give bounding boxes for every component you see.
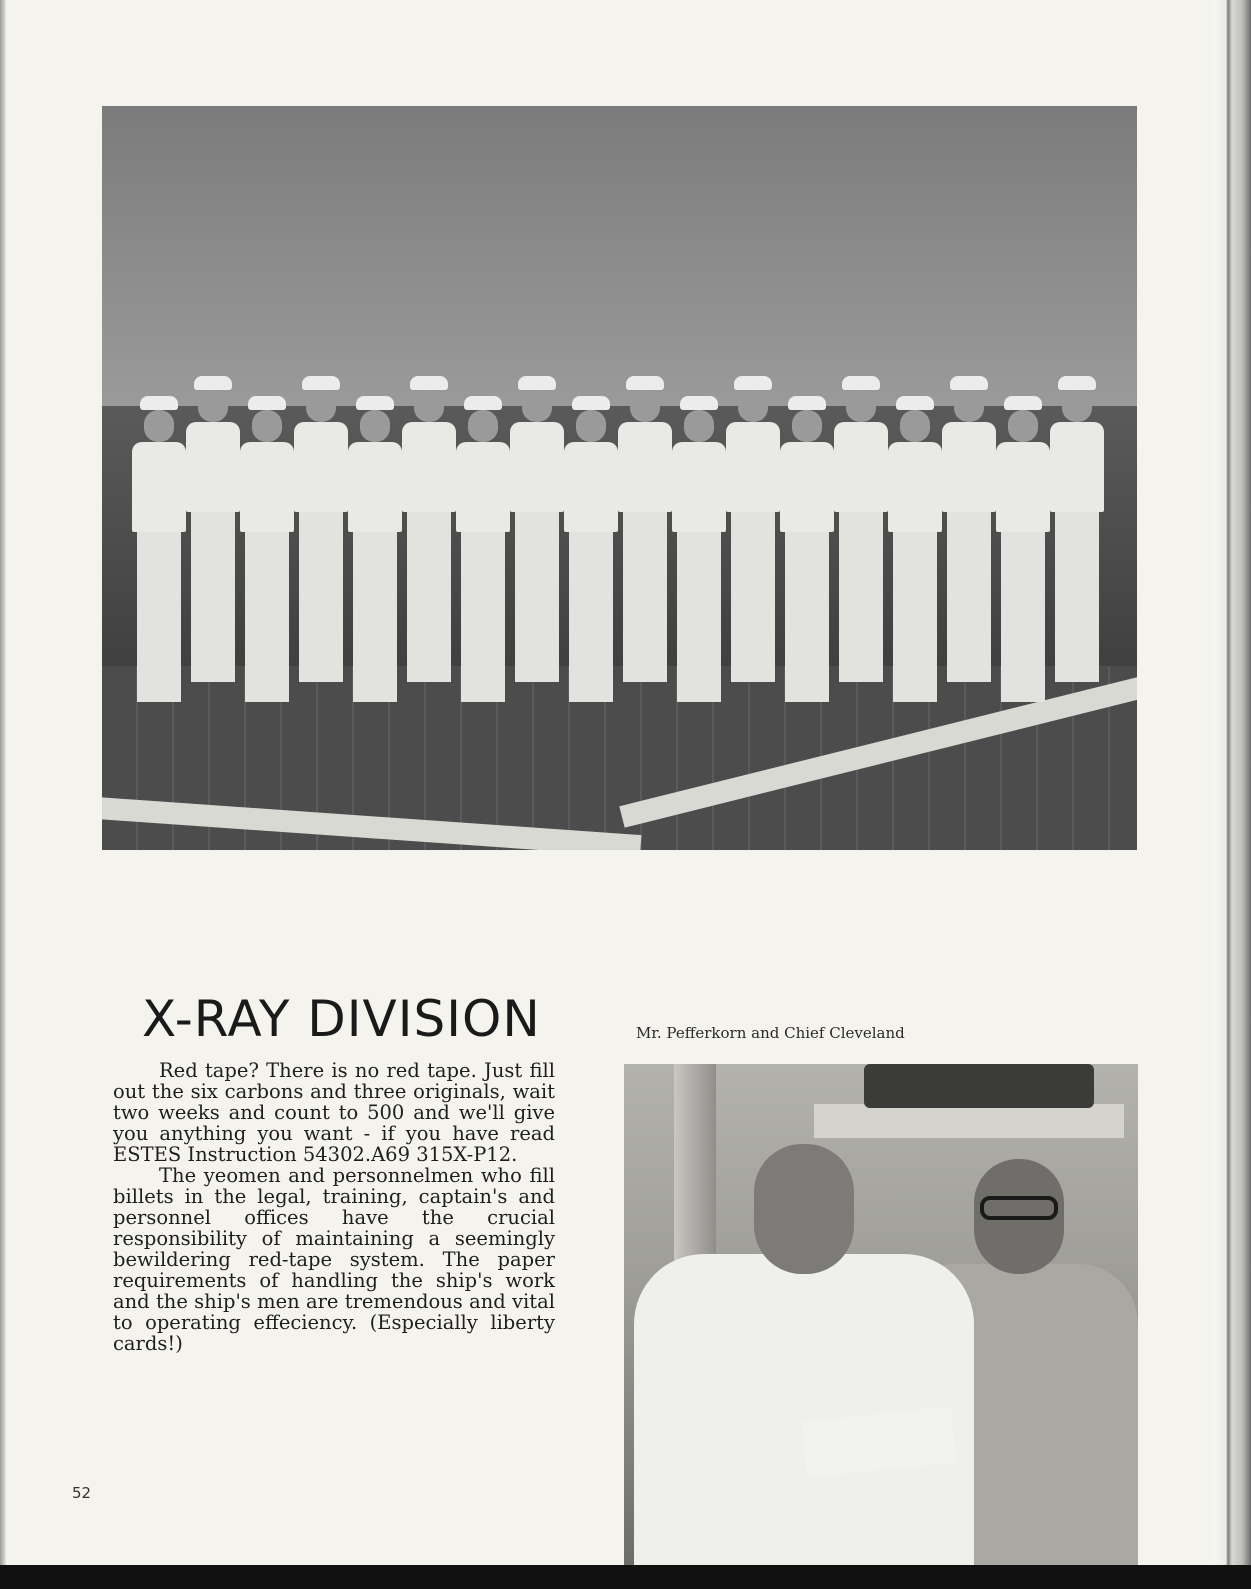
sailor-figure bbox=[726, 376, 780, 682]
sailor-figure bbox=[780, 396, 834, 702]
sailor-figure bbox=[1050, 376, 1104, 682]
sailor-figure bbox=[132, 396, 186, 702]
scan-left-edge bbox=[0, 0, 6, 1589]
sailor-figure bbox=[294, 376, 348, 682]
sailor-figure bbox=[564, 396, 618, 702]
sailor-figure bbox=[942, 376, 996, 682]
sailor-figure bbox=[456, 396, 510, 702]
article-body bbox=[113, 1060, 555, 1354]
sailor-figure bbox=[186, 376, 240, 682]
page-number: 52 bbox=[72, 1484, 92, 1502]
sailor-figure bbox=[618, 376, 672, 682]
scan-bottom-band bbox=[0, 1565, 1251, 1589]
sailor-figure bbox=[348, 396, 402, 702]
sailor-figure bbox=[240, 396, 294, 702]
glasses-icon bbox=[980, 1196, 1058, 1220]
page-title: X-RAY DIVISION bbox=[142, 990, 541, 1048]
article-paragraph: The yeomen and personnelmen who fill billets in the legal, training, captain's and personnel offices have the crucial responsibility of maintaining a seemingly bewildering red-tape system. The paper requirements of handling the ship's work and the ship's men are tremendous and vital to operating effeciency. (Especially liberty cards!) bbox=[113, 1164, 555, 1355]
sailor-figure bbox=[402, 376, 456, 682]
group-photo bbox=[102, 106, 1137, 850]
sailor-figure bbox=[510, 376, 564, 682]
photo-equipment-box bbox=[864, 1064, 1094, 1108]
sailor-figure bbox=[996, 396, 1050, 702]
photo-officer-head bbox=[754, 1144, 854, 1274]
sailor-figure bbox=[834, 376, 888, 682]
sailor-figure bbox=[672, 396, 726, 702]
scan-binding-edge bbox=[1212, 0, 1251, 1589]
article-paragraph: Red tape? There is no red tape. Just fill out the six carbons and three originals, wait two weeks and count to 500 and we'll give you anything you want - if you have read ESTES Instruction 54302.A69 315X-P12. bbox=[113, 1059, 555, 1166]
photo-caption: Mr. Pefferkorn and Chief Cleveland bbox=[636, 1024, 905, 1042]
sailor-figure bbox=[888, 396, 942, 702]
photo-shelf bbox=[814, 1104, 1124, 1138]
office-photo bbox=[624, 1064, 1138, 1565]
crew-group bbox=[122, 356, 1112, 706]
